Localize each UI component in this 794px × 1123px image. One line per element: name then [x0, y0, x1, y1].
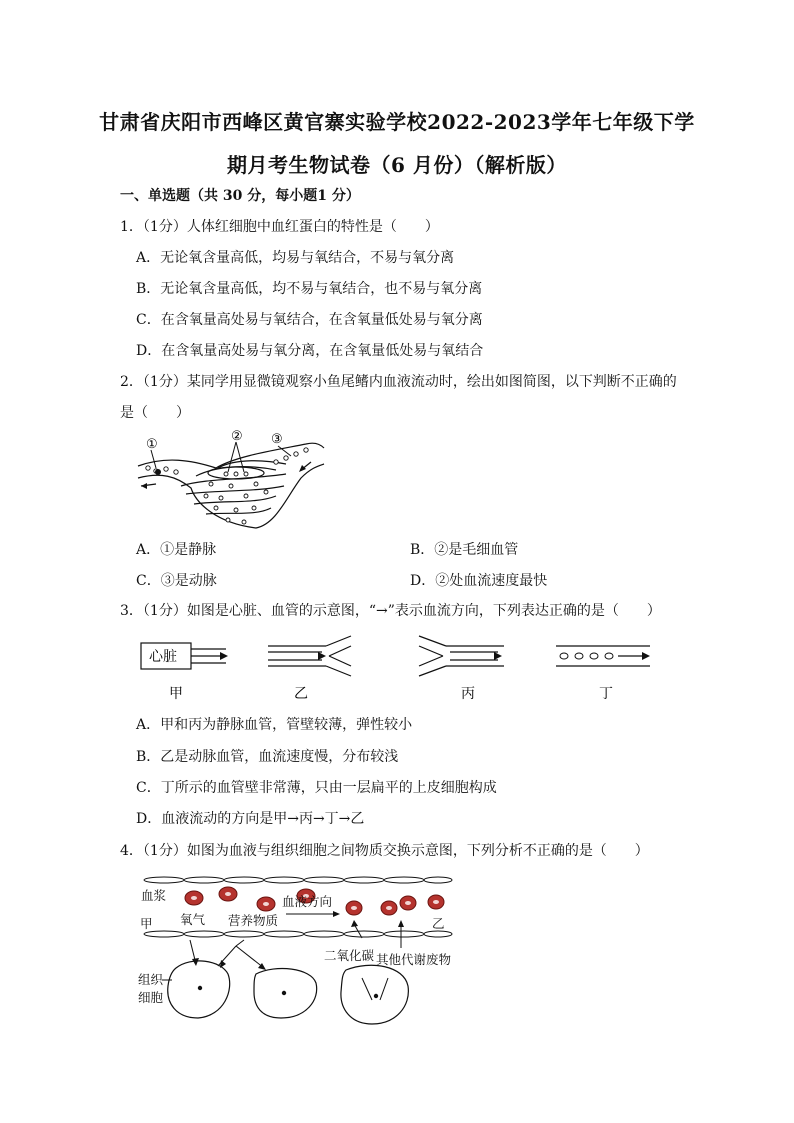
label-nutrients: 营养物质 — [228, 913, 279, 928]
heart-label: 心脏 — [149, 649, 177, 665]
q2-capillary-figure — [136, 428, 326, 533]
q2-stem-line-1: 2．（1分）某同学用显微镜观察小鱼尾鳍内血液流动时，绘出如图简图，以下判断不正确的 — [120, 374, 677, 390]
q3-heart-vessel-figure — [136, 632, 666, 707]
q1-option-a: A．无论氧含量高低，均易与氧结合，不易与氧分离 — [136, 250, 455, 266]
q2-stem-line-2: 是（ ） — [120, 405, 190, 421]
q3-stem: 3．（1分）如图是心脏、血管的示意图，“→”表示血流方向，下列表达正确的是（ ） — [120, 603, 661, 619]
q4-exchange-figure — [136, 868, 466, 1028]
q2-option-b: B．②是毛细血管 — [410, 542, 519, 558]
label-co2: 二氧化碳 — [324, 948, 375, 963]
q1-option-d: D．在含氧量高处易与氧分离，在含氧量低处易与氧结合 — [136, 343, 484, 359]
label-yi: 乙 — [294, 686, 308, 702]
figure-label-2: ② — [231, 429, 243, 444]
label-flow-direction: 血液方向 — [282, 894, 333, 909]
section-heading: 一、单选题（共 30 分，每小题1 分） — [120, 188, 360, 204]
label-tissue-2: 细胞 — [138, 990, 164, 1005]
q3-option-d: D．血液流动的方向是甲→丙→丁→乙 — [136, 811, 365, 827]
label-ding: 丁 — [599, 686, 613, 702]
label-bing: 丙 — [461, 686, 475, 702]
figure-label-3: ③ — [271, 432, 283, 447]
label-jia: 甲 — [140, 916, 153, 931]
label-tissue-1: 组织 — [138, 972, 164, 987]
q2-option-a: A．①是静脉 — [136, 542, 217, 558]
q3-option-a: A．甲和丙为静脉血管，管壁较薄，弹性较小 — [136, 717, 413, 733]
document-title-line-2: 期月考生物试卷（6 月份）（解析版） — [227, 153, 567, 177]
q1-option-c: C．在含氧量高处易与氧结合，在含氧量低处易与氧分离 — [136, 312, 483, 328]
label-jia: 甲 — [169, 686, 183, 702]
q3-option-c: C．丁所示的血管壁非常薄，只由一层扁平的上皮细胞构成 — [136, 780, 497, 796]
q2-option-d: D．②处血流速度最快 — [410, 573, 548, 589]
q3-option-b: B．乙是动脉血管，血流速度慢，分布较浅 — [136, 749, 399, 765]
document-title-line-1: 甘肃省庆阳市西峰区黄官寨实验学校2022-2023学年七年级下学 — [99, 110, 695, 134]
label-waste: 其他代谢废物 — [376, 952, 452, 967]
label-oxygen: 氧气 — [180, 912, 206, 927]
label-plasma: 血浆 — [141, 888, 167, 903]
figure-label-1: ① — [146, 437, 158, 452]
label-yi: 乙 — [432, 916, 445, 931]
q4-stem: 4．（1分）如图为血液与组织细胞之间物质交换示意图，下列分析不正确的是（ ） — [120, 843, 649, 859]
q1-option-b: B．无论氧含量高低，均不易与氧结合，也不易与氧分离 — [136, 281, 483, 297]
q2-option-c: C．③是动脉 — [136, 573, 217, 589]
q1-stem: 1．（1分）人体红细胞中血红蛋白的特性是（ ） — [120, 219, 439, 235]
